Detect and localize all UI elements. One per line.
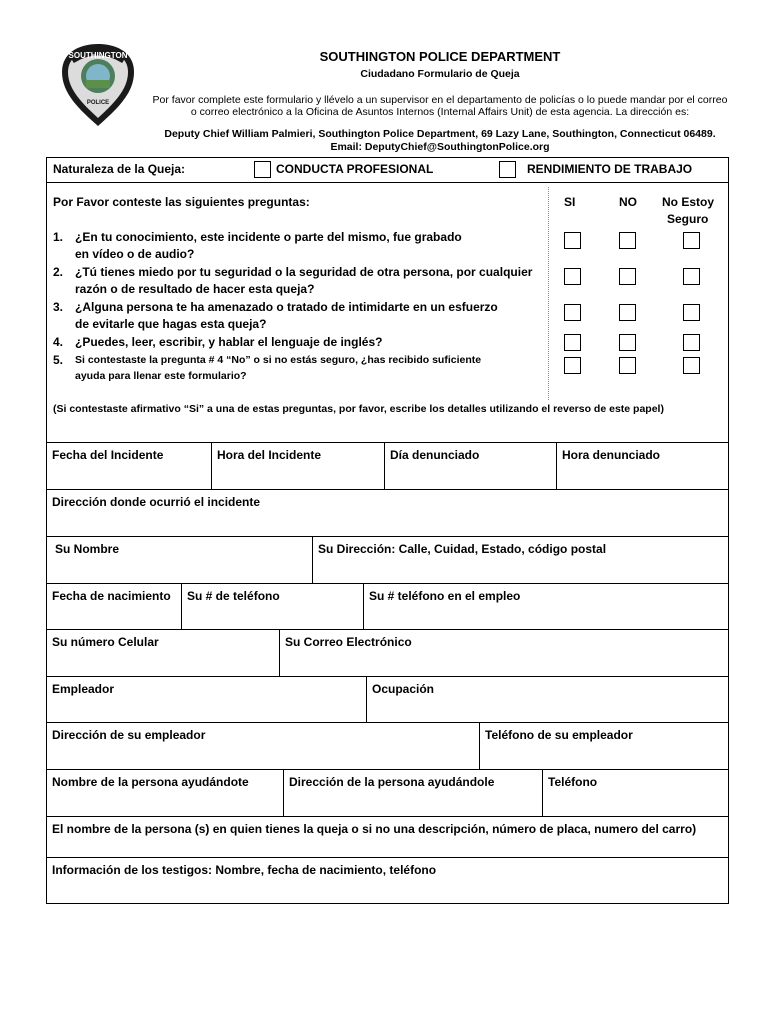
- mailing-address: Deputy Chief William Palmieri, Southington Police Department, 69 Lazy Lane, Southington, Connecticut 06489.: [164, 128, 716, 140]
- celular-field[interactable]: Su número Celular: [52, 635, 159, 649]
- contact-email: Email: DeputyChief@SouthingtonPolice.org: [330, 141, 550, 153]
- question-2: 2. ¿Tú tienes miedo por tu seguridad o la seguridad de otra persona, por cualquier razón o de resultado de hacer esta queja?: [53, 265, 533, 296]
- q3-no-checkbox[interactable]: [619, 304, 636, 321]
- question-3: 3. ¿Alguna persona te ha amenazado o tratado de intimidarte en un esfuerzo de evitarle que hagas esta queja?: [53, 300, 498, 331]
- svg-text:POLICE: POLICE: [86, 100, 110, 106]
- empleador-field[interactable]: Empleador: [52, 682, 115, 696]
- q4-unsure-checkbox[interactable]: [683, 334, 700, 351]
- checkbox-conducta-profesional[interactable]: [254, 161, 271, 178]
- questions-note: (Si contestaste afirmativo “Si” a una de estas preguntas, por favor, escribe los detalles utilizando el reverso de este papel): [53, 403, 664, 415]
- hora-denunciado-field[interactable]: Hora denunciado: [562, 448, 661, 462]
- telefono-empleador-field[interactable]: Teléfono de su empleador: [485, 728, 633, 742]
- telefono-ayudante-field[interactable]: Teléfono: [548, 775, 598, 789]
- ocupacion-field[interactable]: Ocupación: [372, 682, 435, 696]
- q3-unsure-checkbox[interactable]: [683, 304, 700, 321]
- q2-si-checkbox[interactable]: [564, 268, 581, 285]
- col-unsure-header: No Estoy: [662, 195, 715, 209]
- divider: [46, 182, 729, 183]
- document-subtitle: Ciudadano Formulario de Queja: [360, 68, 520, 80]
- q2-no-checkbox[interactable]: [619, 268, 636, 285]
- question-1: 1. ¿En tu conocimiento, este incidente o parte del mismo, fue grabado en vídeo o de audio?: [53, 230, 462, 261]
- q5-unsure-checkbox[interactable]: [683, 357, 700, 374]
- q5-si-checkbox[interactable]: [564, 357, 581, 374]
- checkbox-rendimiento-trabajo[interactable]: [499, 161, 516, 178]
- q4-si-checkbox[interactable]: [564, 334, 581, 351]
- hora-incidente-field[interactable]: Hora del Incidente: [217, 448, 322, 462]
- instructions-text: Por favor complete este formulario y llévelo a un supervisor en el departamento de policías o lo puede mandar por el correo o correo electrónico a la Oficina de Asuntos Internos (Internal Affairs Unit) de esta agencia. La dirección es:: [152, 94, 728, 118]
- q1-unsure-checkbox[interactable]: [683, 232, 700, 249]
- col-no-header: NO: [619, 195, 637, 209]
- option-rendimiento-trabajo: RENDIMIENTO DE TRABAJO: [527, 162, 693, 176]
- q4-no-checkbox[interactable]: [619, 334, 636, 351]
- telefono-empleo-field[interactable]: Su # teléfono en el empleo: [369, 589, 521, 603]
- telefono-field[interactable]: Su # de teléfono: [187, 589, 280, 603]
- direccion-ayudante-field[interactable]: Dirección de la persona ayudándole: [289, 775, 495, 789]
- svg-text:SOUTHINGTON: SOUTHINGTON: [68, 51, 128, 60]
- col-si-header: SI: [564, 195, 576, 209]
- q5-no-checkbox[interactable]: [619, 357, 636, 374]
- option-conducta-profesional: CONDUCTA PROFESIONAL: [276, 162, 434, 176]
- fecha-nacimiento-field[interactable]: Fecha de nacimiento: [52, 589, 171, 603]
- persona-queja-field[interactable]: El nombre de la persona (s) en quien tienes la queja o si no una descripción, número de placa, numero del carro): [52, 822, 697, 836]
- q1-si-checkbox[interactable]: [564, 232, 581, 249]
- q2-unsure-checkbox[interactable]: [683, 268, 700, 285]
- direccion-empleador-field[interactable]: Dirección de su empleador: [52, 728, 206, 742]
- su-direccion-field[interactable]: Su Dirección: Calle, Cuidad, Estado, código postal: [318, 542, 607, 556]
- correo-field[interactable]: Su Correo Electrónico: [285, 635, 412, 649]
- nombre-ayudante-field[interactable]: Nombre de la persona ayudándote: [52, 775, 249, 789]
- direccion-incidente-field[interactable]: Dirección donde ocurrió el incidente: [52, 495, 261, 509]
- questions-intro: Por Favor conteste las siguientes preguntas:: [53, 195, 310, 209]
- testigos-field[interactable]: Información de los testigos: Nombre, fecha de nacimiento, teléfono: [52, 863, 437, 877]
- col-unsure-header-line2: Seguro: [667, 212, 709, 226]
- document-title: SOUTHINGTON POLICE DEPARTMENT: [319, 49, 561, 64]
- q1-no-checkbox[interactable]: [619, 232, 636, 249]
- fecha-incidente-field[interactable]: Fecha del Incidente: [52, 448, 164, 462]
- question-4: 4. ¿Puedes, leer, escribir, y hablar el lenguaje de inglés?: [53, 335, 383, 349]
- dia-denunciado-field[interactable]: Día denunciado: [390, 448, 480, 462]
- su-nombre-field[interactable]: Su Nombre: [55, 542, 120, 556]
- question-5: 5. Si contestaste la pregunta # 4 “No” o si no estás seguro, ¿has recibido suficiente ayuda para llenar este formulario?: [53, 353, 482, 382]
- nature-label: Naturaleza de la Queja:: [53, 162, 186, 176]
- q3-si-checkbox[interactable]: [564, 304, 581, 321]
